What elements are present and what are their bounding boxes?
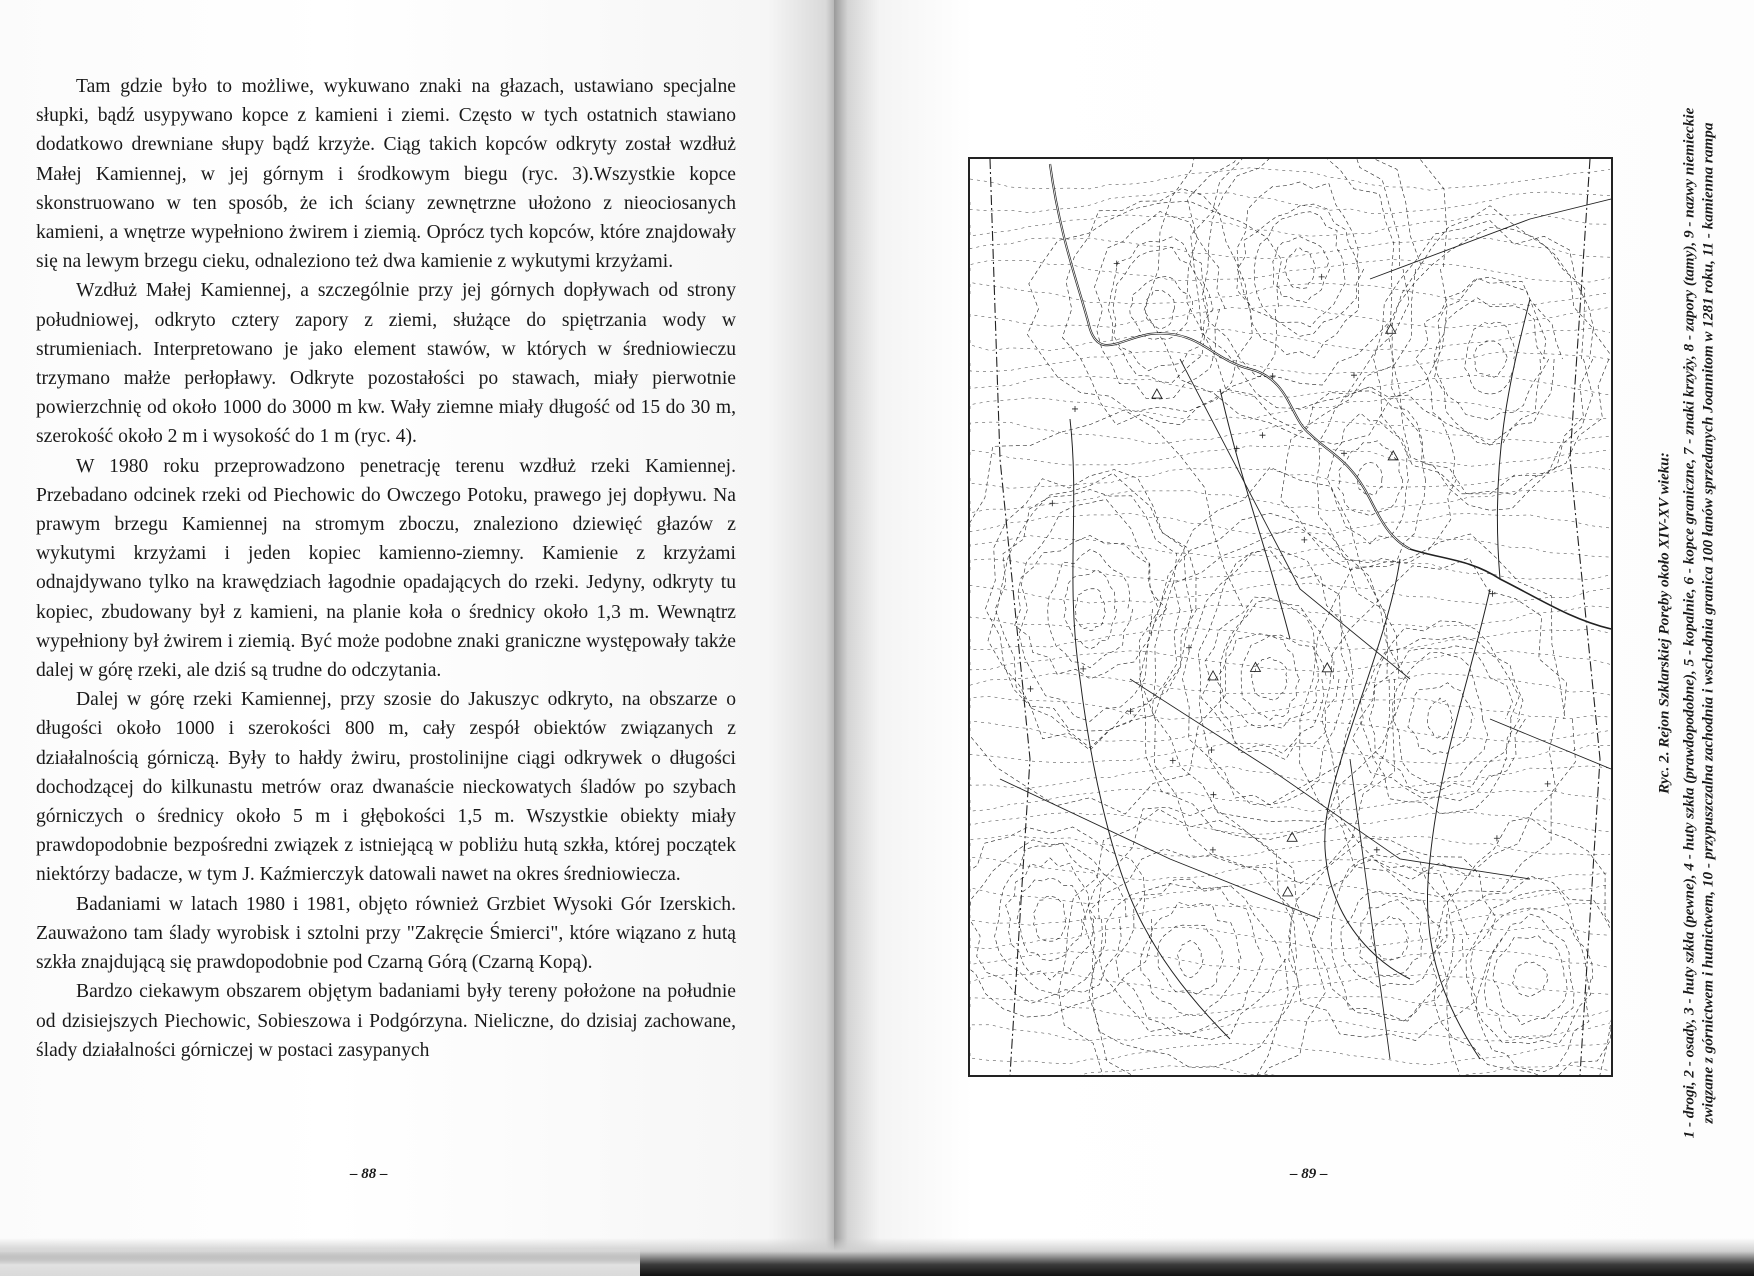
road [1130, 679, 1530, 879]
scan-shadow-highlight [0, 1248, 640, 1276]
slope-contour [970, 283, 1610, 306]
paragraph-5: Badaniami w latach 1980 i 1981, objęto również Grzbiet Wysoki Gór Izerskich. Zauważono tam ślady wyrobisk i sztolni przy "Zakręcie Śmierci", które wiązano z hutą szkła znajdującą się prawdopodobnie pod Czarną Górą (Czarną Kopą). [36, 893, 736, 974]
contour-line [1513, 962, 1548, 997]
contour-line [1059, 809, 1326, 1075]
contour-line [1471, 908, 1593, 1044]
slope-contour [970, 720, 1610, 742]
contour-line [1374, 221, 1611, 494]
paragraph-6: Bardzo ciekawym obszarem objętym badaniami były tereny położone na południe od dzisiejszych Piechowic, Sobieszowa i Podgórzyna. Nieliczne, do dzisiaj zachowane, ślady działalności górniczej w postaci zasypanych [36, 981, 736, 1061]
contour-line [970, 827, 1151, 1017]
contour-line [1178, 941, 1204, 978]
stream [1325, 559, 1410, 979]
slope-contour [970, 536, 1610, 558]
contour-line [1140, 902, 1241, 1015]
figure-caption [1628, 85, 1743, 1160]
slope-contour [970, 766, 1610, 789]
paragraph-4: Dalej w górę rzeki Kamiennej, przy szosie do Jakuszyc odkryto, na obszarze o długości około 1000 i szerokości 800 m, cały zespół obiektów związanych z działalnością górniczą. Były to hałdy żwiru, prostolinijne ciągi odkrywek o długości dochodzącej do kilkunastu metrów oraz dwanaście nieckowatych śladów po szybach górniczych o średnicy około 5 m i głębokości 1,5 m. Wszystkie obiekty miały prawdopodobnie bezpośredni związek z istniejącą w pobliżu hutą szkła, której początek niektórzy badacze, w tym J. Kaźmierczyk datowali nawet na okres średniowiecza. [36, 689, 736, 886]
contour-line [1317, 391, 1426, 563]
slope-contour [970, 674, 1610, 696]
contour-line [1116, 879, 1264, 1034]
contour-line [1183, 547, 1355, 805]
slope-contour [970, 1043, 1610, 1065]
contour-line [1327, 413, 1408, 544]
paragraph-1: Tam gdzie było to możliwe, wykuwano znaki na głazach, ustawiano specjalne słupki, bądź usypywano kopce z kamieni i ziemi. Często w tych ostatnich stawiano dodatkowo drewniane słupy bądź krzyże. Ciąg takich kopców odkryty został wzdłuż Małej Kamiennej, w jej górnym i środkowym biegu (ryc. 3).Wszystkie kopce skonstruowano w ten sposób, że ich ściany zewnętrzne ułożono z nieociosanych kamieni, a wnętrze wypełniono żwirem i ziemią. Oprócz tych kopców, które znajdowały się na lewym brzegu cieku, odnaleziono też dwa kamienie z wykutymi krzyżami. [36, 76, 736, 273]
contour-line [1371, 916, 1408, 960]
cross-symbol [1210, 792, 1216, 798]
settlement-symbol [1287, 832, 1297, 841]
contour-line [1113, 247, 1213, 371]
slope-contour [970, 260, 1610, 282]
left-page-text [36, 72, 736, 1065]
cross-symbol [1080, 666, 1086, 672]
cross-symbol [1027, 686, 1033, 692]
cross-symbol [1209, 747, 1215, 753]
caption-title: Ryc. 2. Rejon Szklarskiej Poręby około XIV-XV wieku: [1655, 451, 1672, 794]
contour-line [1048, 550, 1133, 668]
contour-line [1027, 201, 1281, 412]
contour-line [1241, 636, 1299, 721]
slope-contour [970, 398, 1610, 420]
stream [1220, 389, 1290, 639]
contour-line [1130, 276, 1193, 339]
contour-line [1436, 817, 1611, 1075]
contour-line [1434, 298, 1545, 420]
contour-line [1434, 278, 1548, 445]
slope-contour [970, 467, 1610, 488]
cross-symbol [1494, 835, 1500, 841]
cross-symbol [1319, 274, 1325, 280]
caption-legend: 1 - drogi, 2 - osady, 3 - huty szkła (pewne), 4 - huty szkła (prawdopodobne), 5 - kopalnie, 6 - kopce graniczne, 7 - znaki krzyży, 8 - zapory (tamy), 9 - nazwy niemieckie związane z górnictwem i hutnictwem, 10 - przypuszczalna zachodnia i wschodnia granica 100 łanów sprzedanych Joannitom w 1281 roku, 11 - kamienna rampa [1680, 107, 1716, 1138]
cross-symbol [1210, 847, 1216, 853]
contour-line [1427, 698, 1453, 739]
settlement-symbol [1388, 451, 1398, 460]
slope-contour [970, 192, 1610, 214]
contour-line [1359, 900, 1423, 976]
slope-contour [970, 789, 1610, 812]
contour-line [1220, 600, 1327, 754]
contour-line [1393, 652, 1488, 786]
page-number-left: – 88 – [350, 1166, 388, 1182]
slope-contour [970, 445, 1610, 466]
cross-symbol [1341, 450, 1347, 456]
settlement-symbol [1283, 887, 1293, 896]
contour-line [970, 410, 1248, 814]
contour-line [1108, 237, 1213, 383]
boundary-line [990, 159, 1030, 1075]
contour-line [1158, 925, 1224, 994]
contour-line [1254, 212, 1345, 327]
paragraph-3: W 1980 roku przeprowadzono penetrację terenu wzdłuż rzeki Kamiennej. Przebadano odcinek rzeki od Piechowic do Owczego Potoku, prawego jej dopływu. Na prawym brzegu Kamiennej na stromym zboczu, znaleziono dziewięć głazów z wykutymi krzyżami i jeden kopiec kamienno-ziemny. Kamienie z krzyżami odnajdywano tylko na krawędziach łagodnie opadających do rzeki. Jedyny, odkryty tu kopiec, zbudowany był z kamieni, na planie koła o średnicy około 1,3 m. Wewnątrz wypełniony był żwirem i ziemią. Być może podobne znaki graniczne występowały także dalej w górę rzeki, ale dziś są trudne do odczytania. [36, 455, 736, 682]
contour-line [1075, 589, 1106, 631]
contour-line [1216, 634, 1319, 729]
road [1180, 359, 1410, 679]
stream [1497, 299, 1530, 579]
contour-line [1064, 570, 1117, 649]
cross-symbol [1049, 500, 1055, 506]
contour-line [1238, 204, 1364, 336]
contour-line [1191, 159, 1410, 409]
slope-contour [970, 696, 1610, 719]
contour-line [1331, 851, 1455, 1021]
cross-symbol [1259, 432, 1265, 438]
page-number-right: – 89 – [1290, 1166, 1328, 1182]
road [1370, 199, 1611, 279]
contour-line [1408, 683, 1474, 755]
contour-line [1387, 228, 1594, 495]
contour-line [1300, 534, 1576, 897]
slope-contour [970, 168, 1610, 190]
paragraph-2: Wzdłuż Małej Kamiennej, a szczególnie przy jej górnych dopływach od strony południowej, odkryto cztery zapory z ziemi, służące do spiętrzania wody w strumieniach. Interpretowano je jako element stawów, w których w średniowieczu trzymano małże perłopławy. Odkryte pozostałości po stawach, miały pierwotnie powierzchnię od około 1000 do 3000 m kw. Wały ziemne miały długość od 15 do 30 m, szerokość około 2 m i wysokość do 1 m (ryc. 4). [36, 280, 736, 448]
contour-line [985, 470, 1196, 751]
slope-contour [970, 490, 1610, 513]
cross-symbol [1301, 537, 1307, 543]
contour-line [970, 840, 1126, 1003]
river-branch [1410, 549, 1611, 629]
slope-contour [970, 949, 1610, 972]
settlement-symbol [1152, 389, 1162, 398]
slope-contour [970, 306, 1610, 328]
slope-contour [970, 1020, 1610, 1041]
contour-line [1273, 237, 1330, 303]
contour-line [1322, 558, 1567, 880]
left-page [0, 0, 834, 1276]
slope-contour [970, 881, 1610, 904]
road [1490, 719, 1611, 769]
cross-symbol [1545, 781, 1551, 787]
contour-line [1466, 890, 1591, 1071]
contour-line [1089, 849, 1298, 1068]
cross-symbol [1351, 372, 1357, 378]
slope-contour [970, 628, 1610, 650]
topographic-map [968, 157, 1613, 1077]
contour-line [1202, 159, 1393, 385]
river-kamienna [1050, 164, 1410, 549]
contour-line [1201, 597, 1339, 760]
slope-contour [970, 375, 1610, 397]
slope-contour [970, 328, 1610, 351]
contour-line [1352, 636, 1525, 801]
contour-line [1338, 441, 1403, 516]
contour-line [1493, 935, 1567, 1024]
settlement-symbol [1208, 671, 1218, 680]
contour-line [1144, 159, 1447, 444]
contour-line [1357, 463, 1383, 496]
river-kamienna-inner [1050, 164, 1410, 549]
contour-line [1019, 499, 1159, 721]
contour-line [1198, 550, 1350, 805]
cross-symbol [1170, 758, 1176, 764]
contour-line [1006, 858, 1096, 980]
cross-symbol [1374, 847, 1380, 853]
slope-contour [970, 973, 1610, 996]
contour-line [1015, 536, 1167, 679]
slope-contour [970, 835, 1610, 857]
contour-line [1187, 159, 1423, 431]
contour-line [1474, 341, 1508, 377]
slope-contour [970, 812, 1610, 834]
cross-symbol [1072, 406, 1078, 412]
contour-line [1289, 838, 1502, 1041]
contour-line [1099, 884, 1286, 1040]
road [1000, 779, 1320, 919]
slope-contour [970, 857, 1610, 880]
contour-line [1311, 859, 1469, 1021]
contour-line [1033, 896, 1066, 941]
contour-line [988, 473, 1192, 748]
contour-line [1484, 914, 1574, 1039]
contour-line [1017, 878, 1086, 961]
slope-contour [970, 513, 1610, 534]
road [1350, 759, 1390, 1059]
contour-line [1464, 322, 1515, 394]
map-drawing [970, 159, 1611, 1075]
slope-contour [970, 352, 1610, 374]
contour-line [1083, 807, 1297, 1075]
contour-line [995, 843, 1103, 997]
slope-contour [970, 1065, 1610, 1075]
